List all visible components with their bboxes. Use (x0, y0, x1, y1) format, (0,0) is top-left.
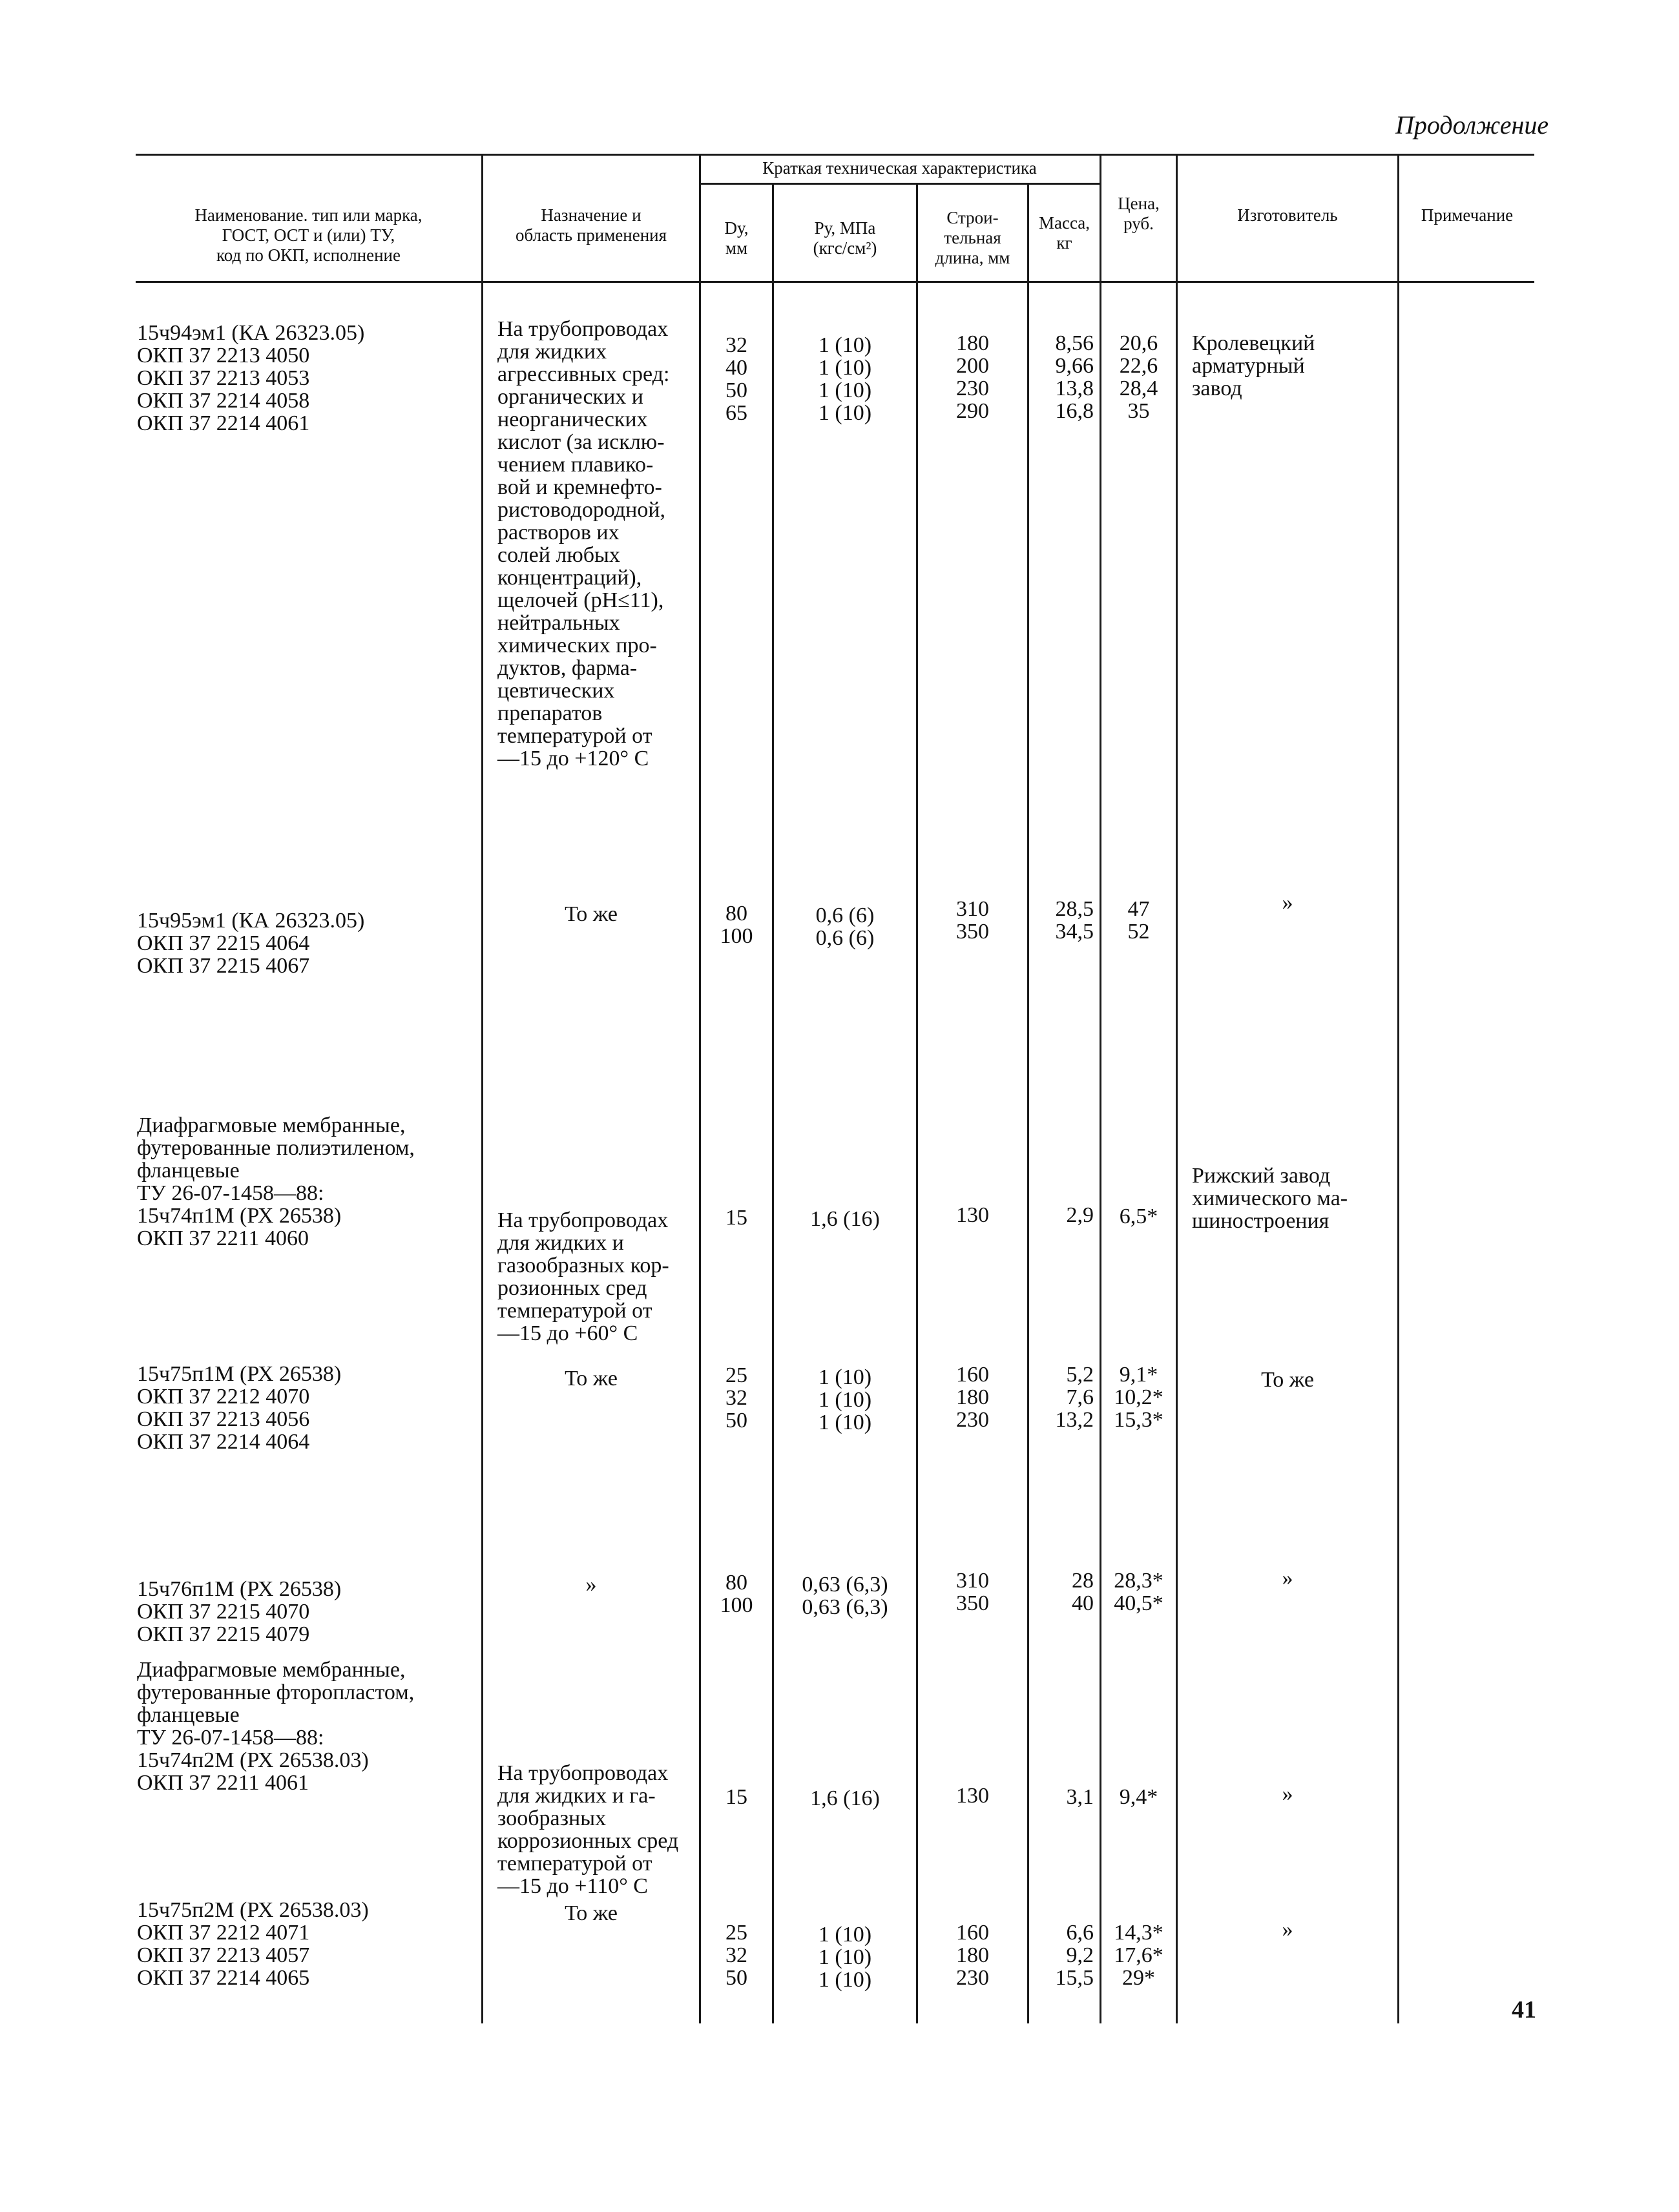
row-5-price: 28,3* 40,5* (1114, 1569, 1163, 1615)
header-maker: Изготовитель (1237, 205, 1338, 225)
header-tech-group: Краткая техническая характеристика (762, 158, 1037, 178)
row-6-length: 130 (956, 1784, 989, 1808)
row-7-name: 15ч75п2М (РХ 26538.03) ОКП 37 2212 4071 ОКП 37 2213 4057 ОКП 37 2214 4065 (137, 1898, 369, 1990)
row-6-py: 1,6 (16) (810, 1786, 880, 1810)
header-dy: Dу, мм (724, 218, 749, 258)
row-1-mass: 8,56 9,66 13,8 16,8 (1055, 331, 1094, 423)
divider-mass-price (1100, 155, 1101, 2023)
row-2-name: 15ч95эм1 (КА 26323.05) ОКП 37 2215 4064 ОКП 37 2215 4067 (137, 909, 365, 978)
page-number: 41 (1512, 1996, 1536, 2023)
row-5-py: 0,63 (6,3) 0,63 (6,3) (802, 1573, 888, 1619)
row-5-maker: » (1282, 1566, 1293, 1590)
header-note: Примечание (1421, 205, 1514, 225)
row-7-mass: 6,6 9,2 15,5 (1055, 1921, 1094, 1990)
row-4-maker: То же (1261, 1368, 1314, 1392)
row-3-name: Диафрагмовые мембранные, футерованные полиэтиленом, фланцевые ТУ 26-07-1458—88: 15ч74п1М (РХ 26538) ОКП 37 2211 4060 (137, 1113, 415, 1250)
row-3-mass: 2,9 (1066, 1203, 1094, 1227)
row-6-name: Диафрагмовые мембранные, футерованные фторопластом, фланцевые ТУ 26-07-1458—88: 15ч74п2М (РХ 26538.03) ОКП 37 2211 4061 (137, 1658, 415, 1795)
row-2-purpose: То же (565, 902, 618, 926)
row-5-length: 310 350 (956, 1569, 989, 1615)
row-2-mass: 28,5 34,5 (1055, 897, 1094, 944)
row-1-length: 180 200 230 290 (956, 331, 989, 423)
row-4-name: 15ч75п1М (РХ 26538) ОКП 37 2212 4070 ОКП 37 2213 4056 ОКП 37 2214 4064 (137, 1362, 342, 1454)
header-price: Цена, руб. (1118, 194, 1160, 233)
header-length: Строи- тельная длина, мм (935, 208, 1010, 267)
row-7-purpose: То же (565, 1901, 618, 1925)
row-3-py: 1,6 (16) (810, 1207, 880, 1231)
continuation-label: Продолжение (1395, 110, 1549, 140)
row-3-maker: Рижский завод химического ма- шиностроения (1192, 1164, 1348, 1233)
divider-purpose-tech (699, 155, 701, 2023)
row-7-maker: » (1282, 1917, 1293, 1941)
divider-py-length (916, 184, 918, 2023)
row-3-dy: 15 (725, 1206, 747, 1230)
row-5-purpose: » (585, 1573, 597, 1597)
row-2-dy: 80 100 (720, 902, 753, 948)
row-3-length: 130 (956, 1203, 989, 1227)
divider-name-purpose (481, 155, 483, 2023)
header-py: Pу, МПа (кгс/см²) (813, 218, 877, 258)
row-1-purpose: На трубопроводах для жидких агрессивных сред: органических и неорганических кислот (за исклю- чением плавико- вой и кремнефто- ристоводородной, растворов их солей любых концентраций), щелочей (pH≤11), нейтральных химических про- дуктов, фарма- цевтических препаратов температурой от —15 до +120° С (497, 317, 670, 770)
row-1-maker: Кролевецкий арматурный завод (1192, 331, 1315, 400)
header-name: Наименование. тип или марка, ГОСТ, ОСТ и (или) ТУ, код по ОКП, исполнение (194, 205, 422, 265)
row-4-price: 9,1* 10,2* 15,3* (1114, 1363, 1163, 1432)
divider-price-maker (1176, 155, 1178, 2023)
row-4-length: 160 180 230 (956, 1363, 989, 1432)
header-purpose: Назначение и область применения (515, 205, 667, 245)
row-7-price: 14,3* 17,6* 29* (1114, 1921, 1163, 1990)
row-6-mass: 3,1 (1066, 1785, 1094, 1809)
row-5-dy: 80 100 (720, 1571, 753, 1617)
row-3-price: 6,5* (1119, 1204, 1158, 1228)
row-7-py: 1 (10) 1 (10) 1 (10) (818, 1923, 872, 1992)
row-5-mass: 28 40 (1072, 1569, 1094, 1615)
row-6-dy: 15 (725, 1785, 747, 1809)
header-mass: Масса, кг (1038, 213, 1090, 253)
row-4-purpose: То же (565, 1367, 618, 1390)
row-4-dy: 25 32 50 (725, 1363, 747, 1432)
row-4-py: 1 (10) 1 (10) 1 (10) (818, 1365, 872, 1434)
row-1-py: 1 (10) 1 (10) 1 (10) 1 (10) (818, 333, 872, 425)
row-2-price: 47 52 (1127, 897, 1150, 944)
header-bottom-rule (136, 281, 1534, 283)
row-1-dy: 32 40 50 65 (725, 333, 747, 425)
row-2-py: 0,6 (6) 0,6 (6) (815, 904, 875, 950)
row-2-length: 310 350 (956, 897, 989, 944)
row-7-length: 160 180 230 (956, 1921, 989, 1990)
row-3-purpose: На трубопроводах для жидких и газообразных кор- розионных сред температурой от —15 до +60° С (497, 1208, 669, 1345)
divider-maker-note (1397, 155, 1399, 2023)
divider-length-mass (1027, 184, 1029, 2023)
divider-dy-py (772, 184, 774, 2023)
row-6-maker: » (1282, 1782, 1293, 1806)
row-1-price: 20,6 22,6 28,4 35 (1119, 331, 1158, 423)
tech-group-rule (699, 183, 1100, 185)
row-6-purpose: На трубопроводах для жидких и га- зообразных коррозионных сред температурой от —15 до +110° С (497, 1761, 679, 1898)
row-4-mass: 5,2 7,6 13,2 (1055, 1363, 1094, 1432)
row-7-dy: 25 32 50 (725, 1921, 747, 1990)
row-2-maker: » (1282, 891, 1293, 915)
row-5-name: 15ч76п1М (РХ 26538) ОКП 37 2215 4070 ОКП 37 2215 4079 (137, 1577, 342, 1646)
row-1-name: 15ч94эм1 (КА 26323.05) ОКП 37 2213 4050 ОКП 37 2213 4053 ОКП 37 2214 4058 ОКП 37 2214 4061 (137, 321, 365, 435)
row-6-price: 9,4* (1119, 1785, 1158, 1809)
